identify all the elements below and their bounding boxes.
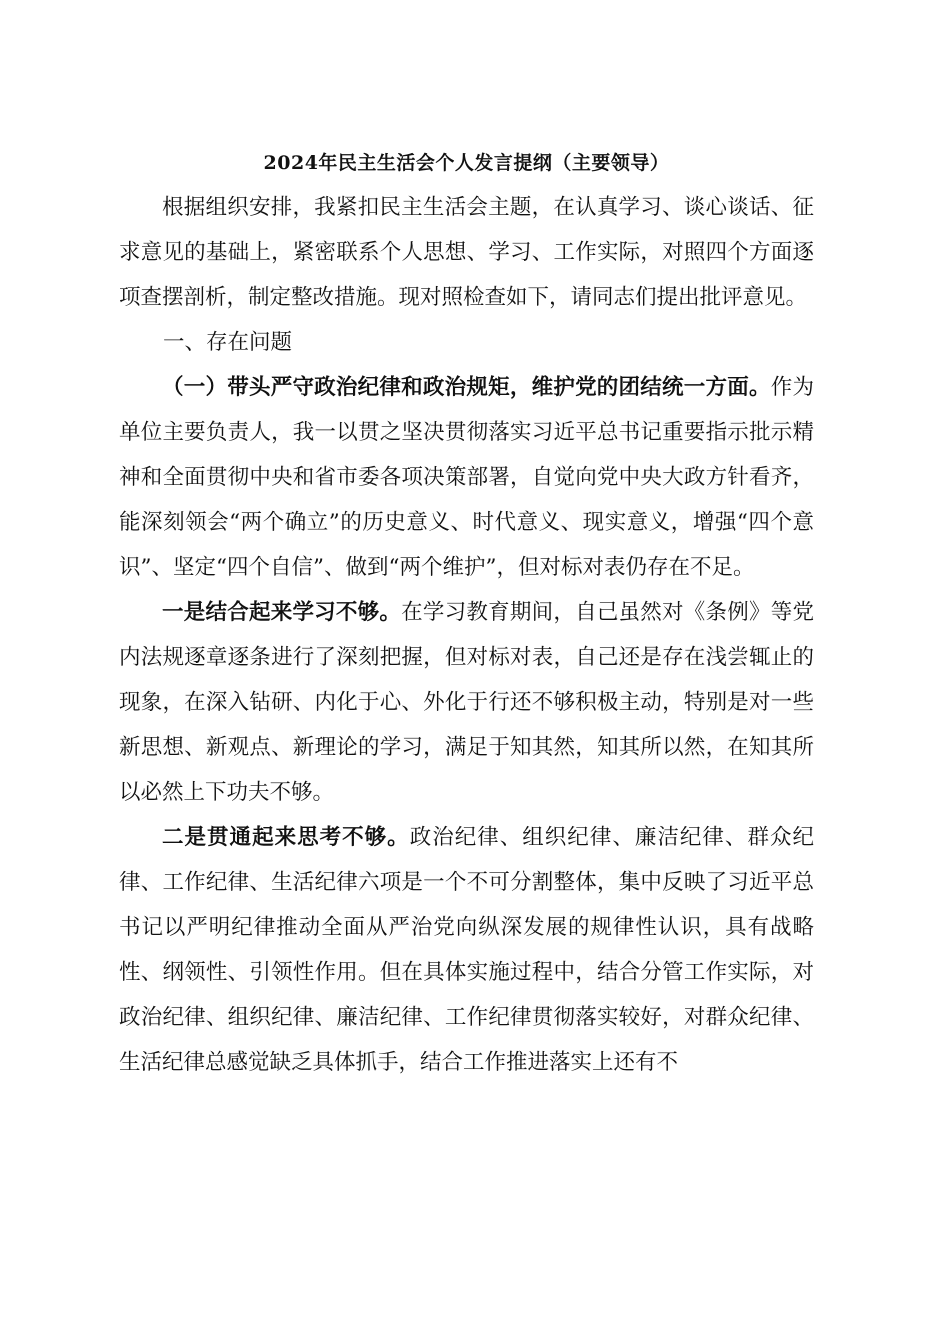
item-paragraph-1 [119, 365, 814, 590]
section-heading: 一、存在问题 [163, 330, 293, 355]
document-title: 2024年民主生活会个人发言提纲（主要领导） [263, 152, 670, 174]
point-paragraph-2 [119, 815, 814, 1085]
point-paragraph-1 [119, 590, 814, 815]
item-lead: （一）带头严守政治纪律和政治规矩，维护党的团结统一方面。 [162, 375, 771, 400]
point-lead: 一是结合起来学习不够。 [162, 600, 402, 625]
point-body: 在学习教育期间，自己虽然对《条例》等党内法规逐章逐条进行了深刻把握，但对标对表，自己还是存在浅尝辄止的现象，在深入钻研、内化于心、外化于行还不够积极主动，特别是对一些新思想、新观点、新理论的学习，满足于知其然，知其所以然，在知其所以必然上下功夫不够。 [119, 600, 814, 805]
point-lead: 二是贯通起来思考不够。 [162, 825, 410, 850]
intro-paragraph: 根据组织安排，我紧扣民主生活会主题，在认真学习、谈心谈话、征求意见的基础上，紧密联系个人思想、学习、工作实际，对照四个方面逐项查摆剖析，制定整改措施。现对照检查如下，请同志们提出批评意见。 [119, 195, 814, 310]
item-body: 作为单位主要负责人，我一以贯之坚决贯彻落实习近平总书记重要指示批示精神和全面贯彻中央和省市委各项决策部署，自觉向党中央大政方针看齐，能深刻领会“两个确立”的历史意义、时代意义、现实意义，增强“四个意识”、坚定“四个自信”、做到“两个维护”，但对标对表仍存在不足。 [119, 375, 814, 580]
document-body [119, 143, 814, 1085]
point-body: 政治纪律、组织纪律、廉洁纪律、群众纪律、工作纪律、生活纪律六项是一个不可分割整体，集中反映了习近平总书记以严明纪律推动全面从严治党向纵深发展的规律性认识，具有战略性、纲领性、引领性作用。但在具体实施过程中，结合分管工作实际，对政治纪律、组织纪律、廉洁纪律、工作纪律贯彻落实较好，对群众纪律、生活纪律总感觉缺乏具体抓手，结合工作推进落实上还有不 [119, 825, 814, 1075]
